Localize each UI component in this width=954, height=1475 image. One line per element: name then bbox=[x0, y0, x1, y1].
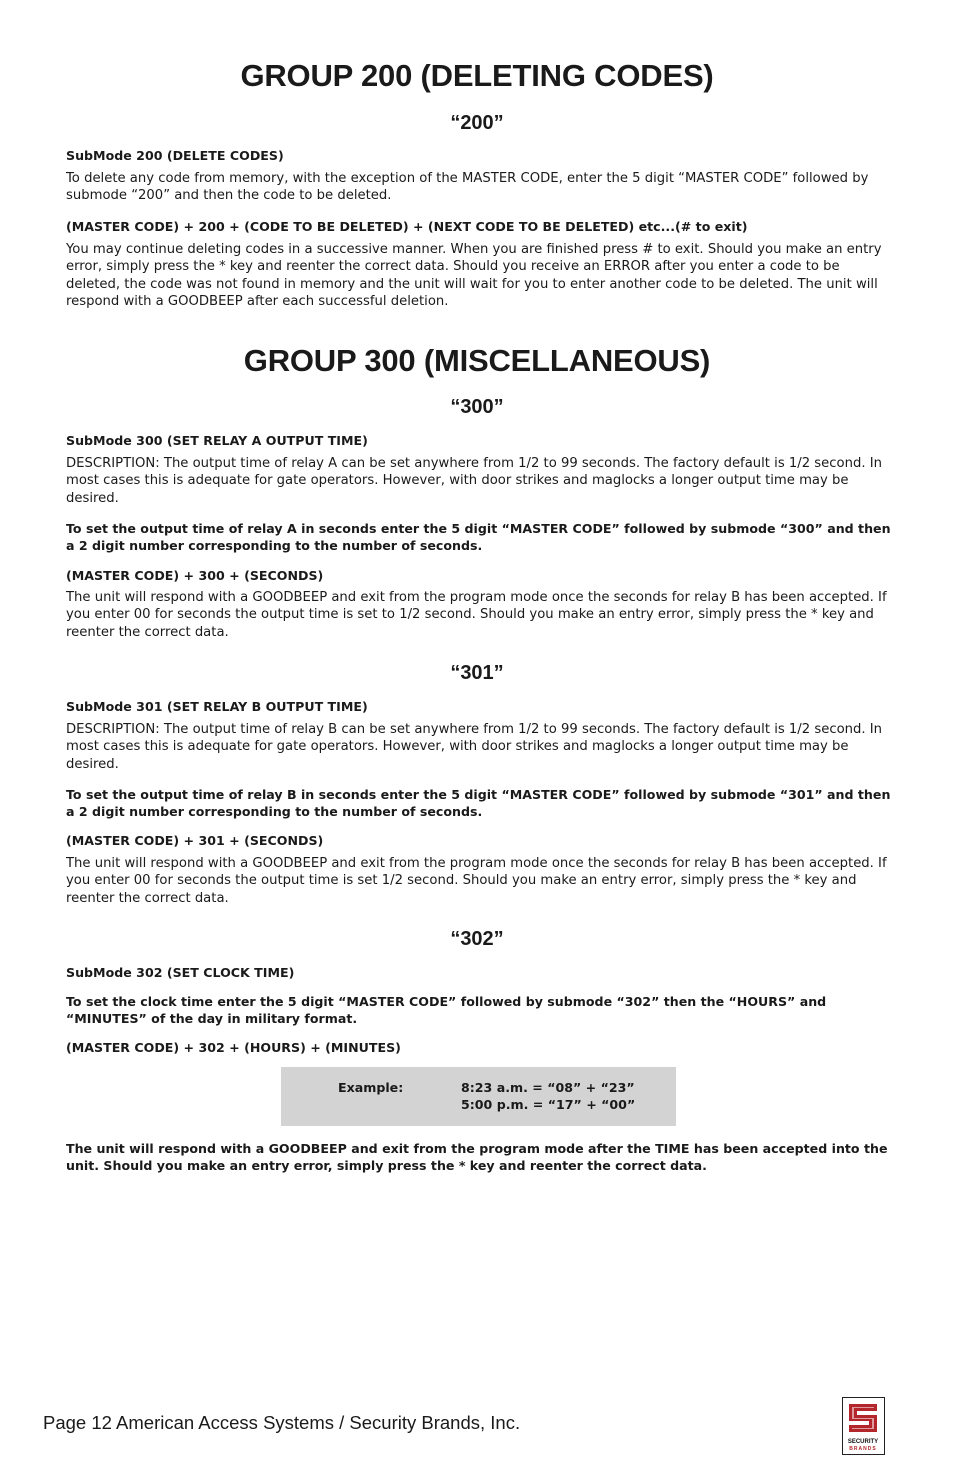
submode-200-code: “200” bbox=[450, 112, 504, 134]
example-box bbox=[281, 1067, 676, 1126]
submode-200-intro: To delete any code from memory, with the exception of the MASTER CODE, enter the 5 digit “MASTER CODE” followed by submode “200” and then the code to be deleted. bbox=[66, 171, 869, 204]
submode-301-formula: (MASTER CODE) + 301 + (SECONDS) bbox=[66, 833, 324, 848]
submode-300-body: The unit will respond with a GOODBEEP and exit from the program mode once the seconds for relay B has been accepted. If you enter 00 for seconds the output time is set to 1/2 second. Should you make an entry error, simply press the * key and reenter the correct data. bbox=[66, 590, 887, 640]
page-footer: Page 12 American Access Systems / Security Brands, Inc. bbox=[43, 1412, 521, 1433]
security-brands-logo bbox=[842, 1397, 885, 1455]
group-200-heading: GROUP 200 (DELETING CODES) bbox=[240, 58, 714, 93]
submode-301-instruction: To set the output time of relay B in seconds enter the 5 digit “MASTER CODE” followed by submode “301” and then a 2 digit number corresponding to the number of seconds. bbox=[66, 787, 891, 820]
submode-302-code: “302” bbox=[450, 928, 504, 950]
submode-300-title: SubMode 300 (SET RELAY A OUTPUT TIME) bbox=[66, 433, 368, 448]
submode-200-title: SubMode 200 (DELETE CODES) bbox=[66, 148, 284, 163]
submode-300-description: DESCRIPTION: The output time of relay A can be set anywhere from 1/2 to 99 seconds. The factory default is 1/2 second. In most cases this is adequate for gate operators. However, with door strikes and maglocks a longer output time may be desired. bbox=[66, 456, 882, 506]
submode-302-closing: The unit will respond with a GOODBEEP and exit from the program mode after the TIME has been accepted into the unit. Should you make an entry error, simply press the * key and reenter the correct data. bbox=[66, 1141, 888, 1174]
group-300-heading: GROUP 300 (MISCELLANEOUS) bbox=[243, 343, 711, 378]
submode-302-formula: (MASTER CODE) + 302 + (HOURS) + (MINUTES) bbox=[66, 1040, 401, 1055]
example-line-2: 5:00 p.m. = “17” + “00” bbox=[461, 1097, 636, 1112]
submode-302-instruction: To set the clock time enter the 5 digit “MASTER CODE” followed by submode “302” then the “HOURS” and “MINUTES” of the day in military format. bbox=[66, 994, 827, 1027]
submode-300-instruction: To set the output time of relay A in seconds enter the 5 digit “MASTER CODE” followed by submode “300” and then a 2 digit number corresponding to the number of seconds. bbox=[66, 521, 891, 554]
submode-301-code: “301” bbox=[450, 662, 504, 684]
security-brands-logo-icon bbox=[843, 1398, 883, 1438]
submode-200-formula: (MASTER CODE) + 200 + (CODE TO BE DELETED) + (NEXT CODE TO BE DELETED) etc...(# to exit) bbox=[66, 219, 748, 234]
submode-301-title: SubMode 301 (SET RELAY B OUTPUT TIME) bbox=[66, 699, 368, 714]
example-label: Example: bbox=[338, 1080, 404, 1095]
submode-300-formula: (MASTER CODE) + 300 + (SECONDS) bbox=[66, 568, 324, 583]
logo-text-security: SECURITY bbox=[847, 1439, 879, 1445]
submode-302-title: SubMode 302 (SET CLOCK TIME) bbox=[66, 965, 295, 980]
example-line-1: 8:23 a.m. = “08” + “23” bbox=[461, 1080, 635, 1095]
logo-text-brands: BRANDS bbox=[849, 1446, 877, 1452]
submode-300-code: “300” bbox=[450, 396, 504, 418]
submode-200-body: You may continue deleting codes in a successive manner. When you are finished press # to exit. Should you make an entry error, simply press the * key and reenter the correct data. Should you receive an ERROR after you enter a code to be deleted, the code was not found in memory and the unit will wait for you to enter another code to be deleted. The unit will respond with a GOODBEEP after each successful deletion. bbox=[66, 242, 882, 310]
submode-301-description: DESCRIPTION: The output time of relay B can be set anywhere from 1/2 to 99 seconds. The factory default is 1/2 second. In most cases this is adequate for gate operators. However, with door strikes and maglocks a longer output time may be desired. bbox=[66, 722, 882, 772]
submode-301-body: The unit will respond with a GOODBEEP and exit from the program mode once the seconds for relay B has been accepted. If you enter 00 for seconds the output time is set 1/2 second. Should you make an entry error, simply press the * key and reenter the correct data. bbox=[66, 856, 887, 906]
